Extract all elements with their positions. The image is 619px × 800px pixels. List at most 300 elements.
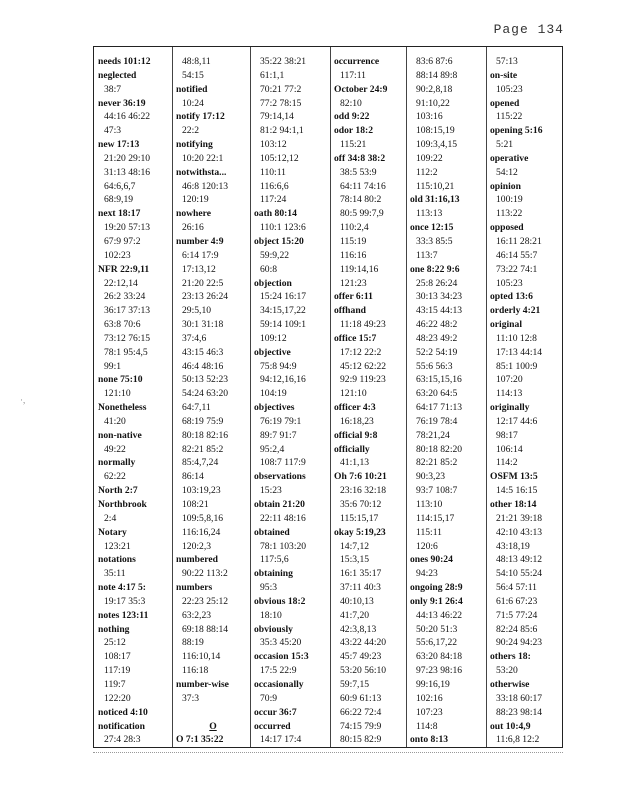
index-subentry: 40:10,13 bbox=[340, 595, 374, 607]
index-entry: notified bbox=[176, 83, 208, 95]
index-entry: numbers bbox=[176, 582, 213, 594]
index-subentry: 76:19 78:4 bbox=[416, 415, 458, 427]
index-subentry: 26:2 33:24 bbox=[104, 291, 146, 303]
index-subentry: 86:14 bbox=[182, 471, 204, 483]
index-entry: objective bbox=[254, 346, 291, 358]
index-subentry: 120:19 bbox=[182, 194, 209, 206]
index-entry: one 8:22 9:6 bbox=[410, 263, 460, 275]
index-subentry: 22:11 48:16 bbox=[260, 512, 306, 524]
index-subentry: 78:1 95:4,5 bbox=[104, 346, 148, 358]
index-entry: noticed 4:10 bbox=[98, 706, 148, 718]
index-entry: opposed bbox=[490, 222, 524, 234]
index-entry: offhand bbox=[334, 305, 366, 317]
index-subentry: 62:22 bbox=[104, 471, 126, 483]
index-entry: opening 5:16 bbox=[490, 125, 543, 137]
index-subentry: 115:19 bbox=[340, 235, 367, 247]
index-subentry: 102:16 bbox=[416, 692, 443, 704]
index-subentry: 121:10 bbox=[340, 388, 367, 400]
index-subentry: 78:1 103:20 bbox=[260, 540, 307, 552]
index-subentry: 56:4 57:11 bbox=[496, 582, 537, 594]
index-entry: obtaining bbox=[254, 568, 293, 580]
index-subentry: 93:7 108:7 bbox=[416, 485, 458, 497]
index-entry: notification bbox=[98, 720, 145, 732]
index-subentry: 41:1,13 bbox=[340, 457, 370, 469]
index-entry: number 4:9 bbox=[176, 235, 224, 247]
index-subentry: 92:9 119:23 bbox=[340, 374, 386, 386]
index-subentry: 43:22 44:20 bbox=[340, 637, 387, 649]
index-subentry: 121:10 bbox=[104, 388, 131, 400]
index-subentry: 19:20 57:13 bbox=[104, 222, 151, 234]
index-subentry: 41:7,20 bbox=[340, 609, 370, 621]
index-subentry: 97:23 98:16 bbox=[416, 665, 463, 677]
index-subentry: 114:2 bbox=[496, 457, 518, 469]
index-subentry: 16:11 28:21 bbox=[496, 235, 542, 247]
index-subentry: 46:8 120:13 bbox=[182, 180, 229, 192]
index-entry: object 15:20 bbox=[254, 235, 304, 247]
index-subentry: 10:20 22:1 bbox=[182, 152, 224, 164]
index-subentry: 12:17 44:6 bbox=[496, 415, 538, 427]
index-subentry: 112:2 bbox=[416, 166, 438, 178]
index-subentry: 35:11 bbox=[104, 568, 126, 580]
index-subentry: 60:9 61:13 bbox=[340, 692, 382, 704]
index-subentry: 80:15 82:9 bbox=[340, 734, 382, 746]
index-entry: opened bbox=[490, 97, 520, 109]
index-entry: needs 101:12 bbox=[98, 56, 151, 67]
index-subentry: 107:23 bbox=[416, 706, 443, 718]
index-entry: Notary bbox=[98, 526, 127, 538]
index-subentry: 90:2,8,18 bbox=[416, 83, 453, 95]
index-entry: others 18: bbox=[490, 651, 531, 663]
index-entry: next 18:17 bbox=[98, 208, 141, 220]
index-subentry: 52:2 54:19 bbox=[416, 346, 458, 358]
index-subentry: 60:8 bbox=[260, 263, 278, 275]
index-subentry: 42:3,8,13 bbox=[340, 623, 377, 635]
index-subentry: 46:14 55:7 bbox=[496, 249, 538, 261]
index-subentry: 17:13 44:14 bbox=[496, 346, 543, 358]
index-column-3 bbox=[250, 55, 330, 747]
index-subentry: 49:22 bbox=[104, 443, 126, 455]
index-subentry: 99:1 bbox=[104, 360, 122, 372]
index-entry: ongoing 28:9 bbox=[410, 582, 463, 594]
index-subentry: 108:7 117:9 bbox=[260, 457, 306, 469]
index-subentry: 103:16 bbox=[416, 111, 443, 123]
index-subentry: 31:13 48:16 bbox=[104, 166, 151, 178]
index-subentry: 63:2,23 bbox=[182, 609, 212, 621]
index-entry: nowhere bbox=[176, 208, 211, 220]
index-subentry: 48:8,11 bbox=[182, 56, 211, 67]
index-subentry: 55:6 56:3 bbox=[416, 360, 453, 372]
index-subentry: 103:12 bbox=[260, 139, 287, 151]
index-subentry: 2:4 bbox=[104, 512, 117, 524]
index-entry: objectives bbox=[254, 402, 295, 414]
index-subentry: 68:19 75:9 bbox=[182, 415, 224, 427]
index-subentry: 16:1 35:17 bbox=[340, 568, 382, 580]
index-subentry: 45:7 49:23 bbox=[340, 651, 382, 663]
index-entry: NFR 22:9,11 bbox=[98, 263, 150, 275]
index-subentry: 79:14,14 bbox=[260, 111, 294, 123]
index-subentry: 116:6,6 bbox=[260, 180, 289, 192]
index-subentry: 117:5,6 bbox=[260, 554, 289, 566]
index-column-5 bbox=[406, 55, 486, 747]
index-subentry: 82:21 85:2 bbox=[182, 443, 224, 455]
index-subentry: 115:22 bbox=[496, 111, 523, 123]
index-subentry: 22:2 bbox=[182, 125, 200, 137]
index-subentry: 74:15 79:9 bbox=[340, 720, 382, 732]
index-subentry: 88:14 89:8 bbox=[416, 69, 458, 81]
index-subentry: 73:22 74:1 bbox=[496, 263, 538, 275]
index-subentry: 89:7 91:7 bbox=[260, 429, 297, 441]
index-subentry: 82:21 85:2 bbox=[416, 457, 458, 469]
index-subentry: 69:18 88:14 bbox=[182, 623, 229, 635]
footer-rule bbox=[93, 752, 563, 753]
index-entry: October 24:9 bbox=[334, 83, 388, 95]
index-subentry: 82:24 85:6 bbox=[496, 623, 538, 635]
index-subentry: 121:23 bbox=[340, 277, 367, 289]
index-entry: onto 8:13 bbox=[410, 734, 449, 746]
index-entry: odd 9:22 bbox=[334, 111, 370, 123]
page-number: Page 134 bbox=[493, 22, 564, 37]
index-subentry: 43:15 46:3 bbox=[182, 346, 224, 358]
index-entry: operative bbox=[490, 152, 529, 164]
index-subentry: 38:5 53:9 bbox=[340, 166, 377, 178]
index-entry: neglected bbox=[98, 69, 137, 81]
index-subentry: 11:18 49:23 bbox=[340, 319, 386, 331]
index-subentry: 25:8 26:24 bbox=[416, 277, 458, 289]
index-entry: original bbox=[490, 319, 522, 331]
index-entry: offer 6:11 bbox=[334, 291, 373, 303]
index-subentry bbox=[176, 706, 250, 720]
index-subentry: 21:20 29:10 bbox=[104, 152, 151, 164]
index-subentry: 119:7 bbox=[104, 678, 126, 690]
index-subentry: 22:12,14 bbox=[104, 277, 138, 289]
index-entry: occurrence bbox=[334, 56, 380, 67]
index-subentry: 14:17 17:4 bbox=[260, 734, 302, 746]
index-subentry: 106:14 bbox=[496, 443, 523, 455]
index-entry: notify 17:12 bbox=[176, 111, 225, 123]
index-subentry: 15:23 bbox=[260, 485, 282, 497]
index-entry: opinion bbox=[490, 180, 521, 192]
index-subentry: 64:11 74:16 bbox=[340, 180, 386, 192]
index-subentry: 59:9,22 bbox=[260, 249, 290, 261]
index-subentry: 90:3,23 bbox=[416, 471, 446, 483]
index-subentry: 29:5,10 bbox=[182, 305, 212, 317]
index-subentry: 34:15,17,22 bbox=[260, 305, 306, 317]
index-subentry: 71:5 77:24 bbox=[496, 609, 538, 621]
index-subentry: 115:10,21 bbox=[416, 180, 455, 192]
index-subentry: 59:14 109:1 bbox=[260, 319, 307, 331]
index-entry: non-native bbox=[98, 429, 142, 441]
index-subentry: 43:15 44:13 bbox=[416, 305, 463, 317]
index-entry: Nonetheless bbox=[98, 402, 147, 414]
index-subentry: 25:12 bbox=[104, 637, 126, 649]
section-letter: O bbox=[209, 720, 217, 732]
index-subentry: 63:20 64:5 bbox=[416, 388, 458, 400]
index-subentry: 116:16 bbox=[340, 249, 367, 261]
index-subentry: 91:10,22 bbox=[416, 97, 450, 109]
index-entry: notwithsta... bbox=[176, 166, 227, 178]
index-subentry: 113:10 bbox=[416, 499, 443, 510]
index-subentry: 53:20 bbox=[496, 665, 518, 677]
index-subentry: 35:6 70:12 bbox=[340, 499, 382, 510]
index-subentry: 16:18,23 bbox=[340, 415, 374, 427]
index-subentry: 33:18 60:17 bbox=[496, 692, 543, 704]
index-subentry: 80:18 82:16 bbox=[182, 429, 229, 441]
index-subentry: 95:2,4 bbox=[260, 443, 285, 455]
index-subentry: 78:14 80:2 bbox=[340, 194, 382, 206]
index-subentry: 117:11 bbox=[340, 69, 366, 81]
index-subentry: 30:13 34:23 bbox=[416, 291, 463, 303]
index-subentry: 117:19 bbox=[104, 665, 131, 677]
index-subentry: 10:24 bbox=[182, 97, 204, 109]
index-subentry: 70:9 bbox=[260, 692, 278, 704]
index-entry: new 17:13 bbox=[98, 139, 140, 151]
index-subentry: 27:4 28:3 bbox=[104, 734, 141, 746]
index-subentry: 88:19 bbox=[182, 637, 204, 649]
index-column-2 bbox=[172, 55, 250, 747]
index-subentry: 64:6,6,7 bbox=[104, 180, 136, 192]
index-entry: officer 4:3 bbox=[334, 402, 376, 414]
index-entry: office 15:7 bbox=[334, 332, 377, 344]
index-entry: old 31:16,13 bbox=[410, 194, 460, 206]
index-subentry: 57:13 bbox=[496, 56, 518, 67]
index-entry: notifying bbox=[176, 139, 213, 151]
index-subentry: 73:12 76:15 bbox=[104, 332, 151, 344]
index-subentry: 115:21 bbox=[340, 139, 367, 151]
index-entry: occasionally bbox=[254, 678, 304, 690]
index-entry: other 18:14 bbox=[490, 499, 537, 510]
index-subentry: 42:10 43:13 bbox=[496, 526, 543, 538]
index-subentry: 48:23 49:2 bbox=[416, 332, 458, 344]
index-entry: obviously bbox=[254, 623, 293, 635]
index-subentry: 26:16 bbox=[182, 222, 204, 234]
index-entry: on-site bbox=[490, 69, 518, 81]
index-subentry: 109:22 bbox=[416, 152, 443, 164]
index-entry: obtain 21:20 bbox=[254, 499, 305, 510]
index-subentry: 54:10 55:24 bbox=[496, 568, 543, 580]
index-entry: notations bbox=[98, 554, 136, 566]
index-entry: objection bbox=[254, 277, 292, 289]
index-subentry: 123:21 bbox=[104, 540, 131, 552]
index-subentry: 120:6 bbox=[416, 540, 438, 552]
index-subentry: 64:7,11 bbox=[182, 402, 211, 414]
index-subentry: 59:7,15 bbox=[340, 678, 370, 690]
index-subentry: 46:4 48:16 bbox=[182, 360, 224, 372]
index-entry: North 2:7 bbox=[98, 485, 138, 497]
index-subentry: 61:1,1 bbox=[260, 69, 285, 81]
index-subentry: 14:5 16:15 bbox=[496, 485, 538, 497]
index-subentry: 63:8 70:6 bbox=[104, 319, 141, 331]
index-subentry: 113:7 bbox=[416, 249, 438, 261]
index-entry: never 36:19 bbox=[98, 97, 146, 109]
index-subentry: 45:12 62:22 bbox=[340, 360, 387, 372]
index-entry: none 75:10 bbox=[98, 374, 143, 386]
index-subentry: 80:5 99:7,9 bbox=[340, 208, 384, 220]
index-subentry: 78:21,24 bbox=[416, 429, 450, 441]
index-subentry: 103:19,23 bbox=[182, 485, 221, 497]
index-entry: notes 123:11 bbox=[98, 609, 149, 621]
index-entry: number-wise bbox=[176, 678, 229, 690]
index-subentry: 43:18,19 bbox=[496, 540, 530, 552]
index-subentry: 15:3,15 bbox=[340, 554, 370, 566]
index-entry: O 7:1 35:22 bbox=[176, 734, 224, 746]
index-subentry: 11:10 12:8 bbox=[496, 332, 537, 344]
index-subentry: 22:23 25:12 bbox=[182, 595, 229, 607]
index-subentry: 109:5,8,16 bbox=[182, 512, 224, 524]
index-subentry: 105:23 bbox=[496, 277, 523, 289]
index-entry: orderly 4:21 bbox=[490, 305, 541, 317]
index-subentry: 94:12,16,16 bbox=[260, 374, 306, 386]
index-subentry: 30:1 31:18 bbox=[182, 319, 224, 331]
index-subentry: 47:3 bbox=[104, 125, 122, 137]
index-subentry: 48:13 49:12 bbox=[496, 554, 543, 566]
index-entry: occur 36:7 bbox=[254, 706, 297, 718]
index-subentry: 17:5 22:9 bbox=[260, 665, 297, 677]
index-subentry: 17:13,12 bbox=[182, 263, 216, 275]
index-subentry: 35:22 38:21 bbox=[260, 56, 307, 67]
index-subentry: 114:13 bbox=[496, 388, 523, 400]
index-entry: OSFM 13:5 bbox=[490, 471, 538, 483]
index-subentry: 119:14,16 bbox=[340, 263, 379, 275]
index-subentry: 108:15,19 bbox=[416, 125, 455, 137]
index-subentry: 5:21 bbox=[496, 139, 514, 151]
index-subentry: 18:10 bbox=[260, 609, 282, 621]
index-subentry: 108:17 bbox=[104, 651, 131, 663]
index-subentry: 105:12,12 bbox=[260, 152, 299, 164]
index-entry: officially bbox=[334, 443, 370, 455]
index-subentry: 117:24 bbox=[260, 194, 287, 206]
index-subentry: 63:20 84:18 bbox=[416, 651, 463, 663]
index-subentry: 110:1 123:6 bbox=[260, 222, 306, 234]
index-subentry: 105:23 bbox=[496, 83, 523, 95]
index-subentry: 21:21 39:18 bbox=[496, 512, 543, 524]
index-column-6 bbox=[486, 55, 564, 747]
index-entry: Northbrook bbox=[98, 499, 147, 510]
index-subentry: 33:3 85:5 bbox=[416, 235, 453, 247]
index-subentry: 50:13 52:23 bbox=[182, 374, 229, 386]
index-entry: obtained bbox=[254, 526, 290, 538]
index-subentry: 19:17 35:3 bbox=[104, 595, 146, 607]
index-subentry: 44:16 46:22 bbox=[104, 111, 151, 123]
index-subentry: 115:11 bbox=[416, 526, 442, 538]
index-subentry: 67:9 97:2 bbox=[104, 235, 141, 247]
index-entry: out 10:4,9 bbox=[490, 720, 531, 732]
index-entry: occurred bbox=[254, 720, 291, 732]
index-subentry: 63:15,15,16 bbox=[416, 374, 462, 386]
index-subentry: 120:2,3 bbox=[182, 540, 212, 552]
index-subentry: 113:13 bbox=[416, 208, 443, 220]
index-subentry: 44:13 46:22 bbox=[416, 609, 463, 621]
index-subentry: 23:16 32:18 bbox=[340, 485, 387, 497]
index-entry: numbered bbox=[176, 554, 218, 566]
index-subentry: 6:14 17:9 bbox=[182, 249, 219, 261]
index-subentry: 114:15,17 bbox=[416, 512, 455, 524]
index-subentry: 53:20 56:10 bbox=[340, 665, 387, 677]
index-subentry: 54:12 bbox=[496, 166, 518, 178]
index-subentry: 37:4,6 bbox=[182, 332, 207, 344]
margin-mark: ·, bbox=[20, 395, 26, 405]
index-entry: Oh 7:6 10:21 bbox=[334, 471, 387, 483]
index-subentry: 41:20 bbox=[104, 415, 126, 427]
index-subentry: 80:18 82:20 bbox=[416, 443, 463, 455]
index-subentry: 109:3,4,15 bbox=[416, 139, 458, 151]
index-subentry: 100:19 bbox=[496, 194, 523, 206]
index-subentry: 50:20 51:3 bbox=[416, 623, 458, 635]
index-entry: official 9:8 bbox=[334, 429, 378, 441]
index-subentry: 115:15,17 bbox=[340, 512, 379, 524]
index-subentry: 64:17 71:13 bbox=[416, 402, 463, 414]
index-subentry: 77:2 78:15 bbox=[260, 97, 302, 109]
index-column-1 bbox=[94, 55, 172, 747]
index-subentry: 95:3 bbox=[260, 582, 278, 594]
index-subentry: 61:6 67:23 bbox=[496, 595, 538, 607]
index-subentry: 94:23 bbox=[416, 568, 438, 580]
index-subentry: 81:2 94:1,1 bbox=[260, 125, 304, 137]
index-subentry: 37:3 bbox=[182, 692, 200, 704]
index-table bbox=[93, 46, 563, 748]
index-subentry: 99:16,19 bbox=[416, 678, 450, 690]
index-subentry: 102:23 bbox=[104, 249, 131, 261]
index-subentry: 37:11 40:3 bbox=[340, 582, 381, 594]
index-subentry: 116:10,14 bbox=[182, 651, 221, 663]
index-entry: only 9:1 26:4 bbox=[410, 595, 463, 607]
index-subentry: 116:16,24 bbox=[182, 526, 221, 538]
index-entry: nothing bbox=[98, 623, 130, 635]
index-subentry: 114:8 bbox=[416, 720, 438, 732]
index-subentry: 55:6,17,22 bbox=[416, 637, 458, 649]
index-entry: off 34:8 38:2 bbox=[334, 152, 386, 164]
index-entry: ones 90:24 bbox=[410, 554, 453, 566]
index-subentry: 110:2,4 bbox=[340, 222, 369, 234]
index-subentry: 107:20 bbox=[496, 374, 523, 386]
index-subentry: 14:7,12 bbox=[340, 540, 370, 552]
index-subentry: 21:20 22:5 bbox=[182, 277, 224, 289]
index-subentry: 98:17 bbox=[496, 429, 518, 441]
index-subentry: 83:6 87:6 bbox=[416, 56, 453, 67]
index-subentry: 116:18 bbox=[182, 665, 209, 677]
index-subentry: 104:19 bbox=[260, 388, 287, 400]
index-entry: once 12:15 bbox=[410, 222, 454, 234]
index-subentry: 110:11 bbox=[260, 166, 286, 178]
index-entry: note 4:17 5: bbox=[98, 582, 146, 594]
index-entry: normally bbox=[98, 457, 136, 469]
index-subentry: 108:21 bbox=[182, 499, 209, 510]
index-subentry: 35:3 45:20 bbox=[260, 637, 302, 649]
index-subentry: 46:22 48:2 bbox=[416, 319, 458, 331]
index-subentry: 36:17 37:13 bbox=[104, 305, 151, 317]
index-subentry: 54:15 bbox=[182, 69, 204, 81]
index-subentry: 70:21 77:2 bbox=[260, 83, 302, 95]
index-column-4 bbox=[330, 55, 406, 747]
index-entry: originally bbox=[490, 402, 530, 414]
index-entry: opted 13:6 bbox=[490, 291, 533, 303]
index-entry: odor 18:2 bbox=[334, 125, 373, 137]
index-entry: occasion 15:3 bbox=[254, 651, 309, 663]
index-subentry: 68:9,19 bbox=[104, 194, 134, 206]
index-subentry: 66:22 72:4 bbox=[340, 706, 382, 718]
index-entry: okay 5:19,23 bbox=[334, 526, 386, 538]
index-subentry: 75:8 94:9 bbox=[260, 360, 297, 372]
index-subentry: 38:7 bbox=[104, 83, 122, 95]
index-subentry: 85:4,7,24 bbox=[182, 457, 219, 469]
index-subentry: 11:6,8 12:2 bbox=[496, 734, 540, 746]
index-subentry: 54:24 63:20 bbox=[182, 388, 229, 400]
index-subentry: 109:12 bbox=[260, 332, 287, 344]
index-subentry: 23:13 26:24 bbox=[182, 291, 229, 303]
index-subentry: 76:19 79:1 bbox=[260, 415, 302, 427]
index-subentry: 90:24 94:23 bbox=[496, 637, 543, 649]
index-entry: oath 80:14 bbox=[254, 208, 297, 220]
index-entry: otherwise bbox=[490, 678, 530, 690]
